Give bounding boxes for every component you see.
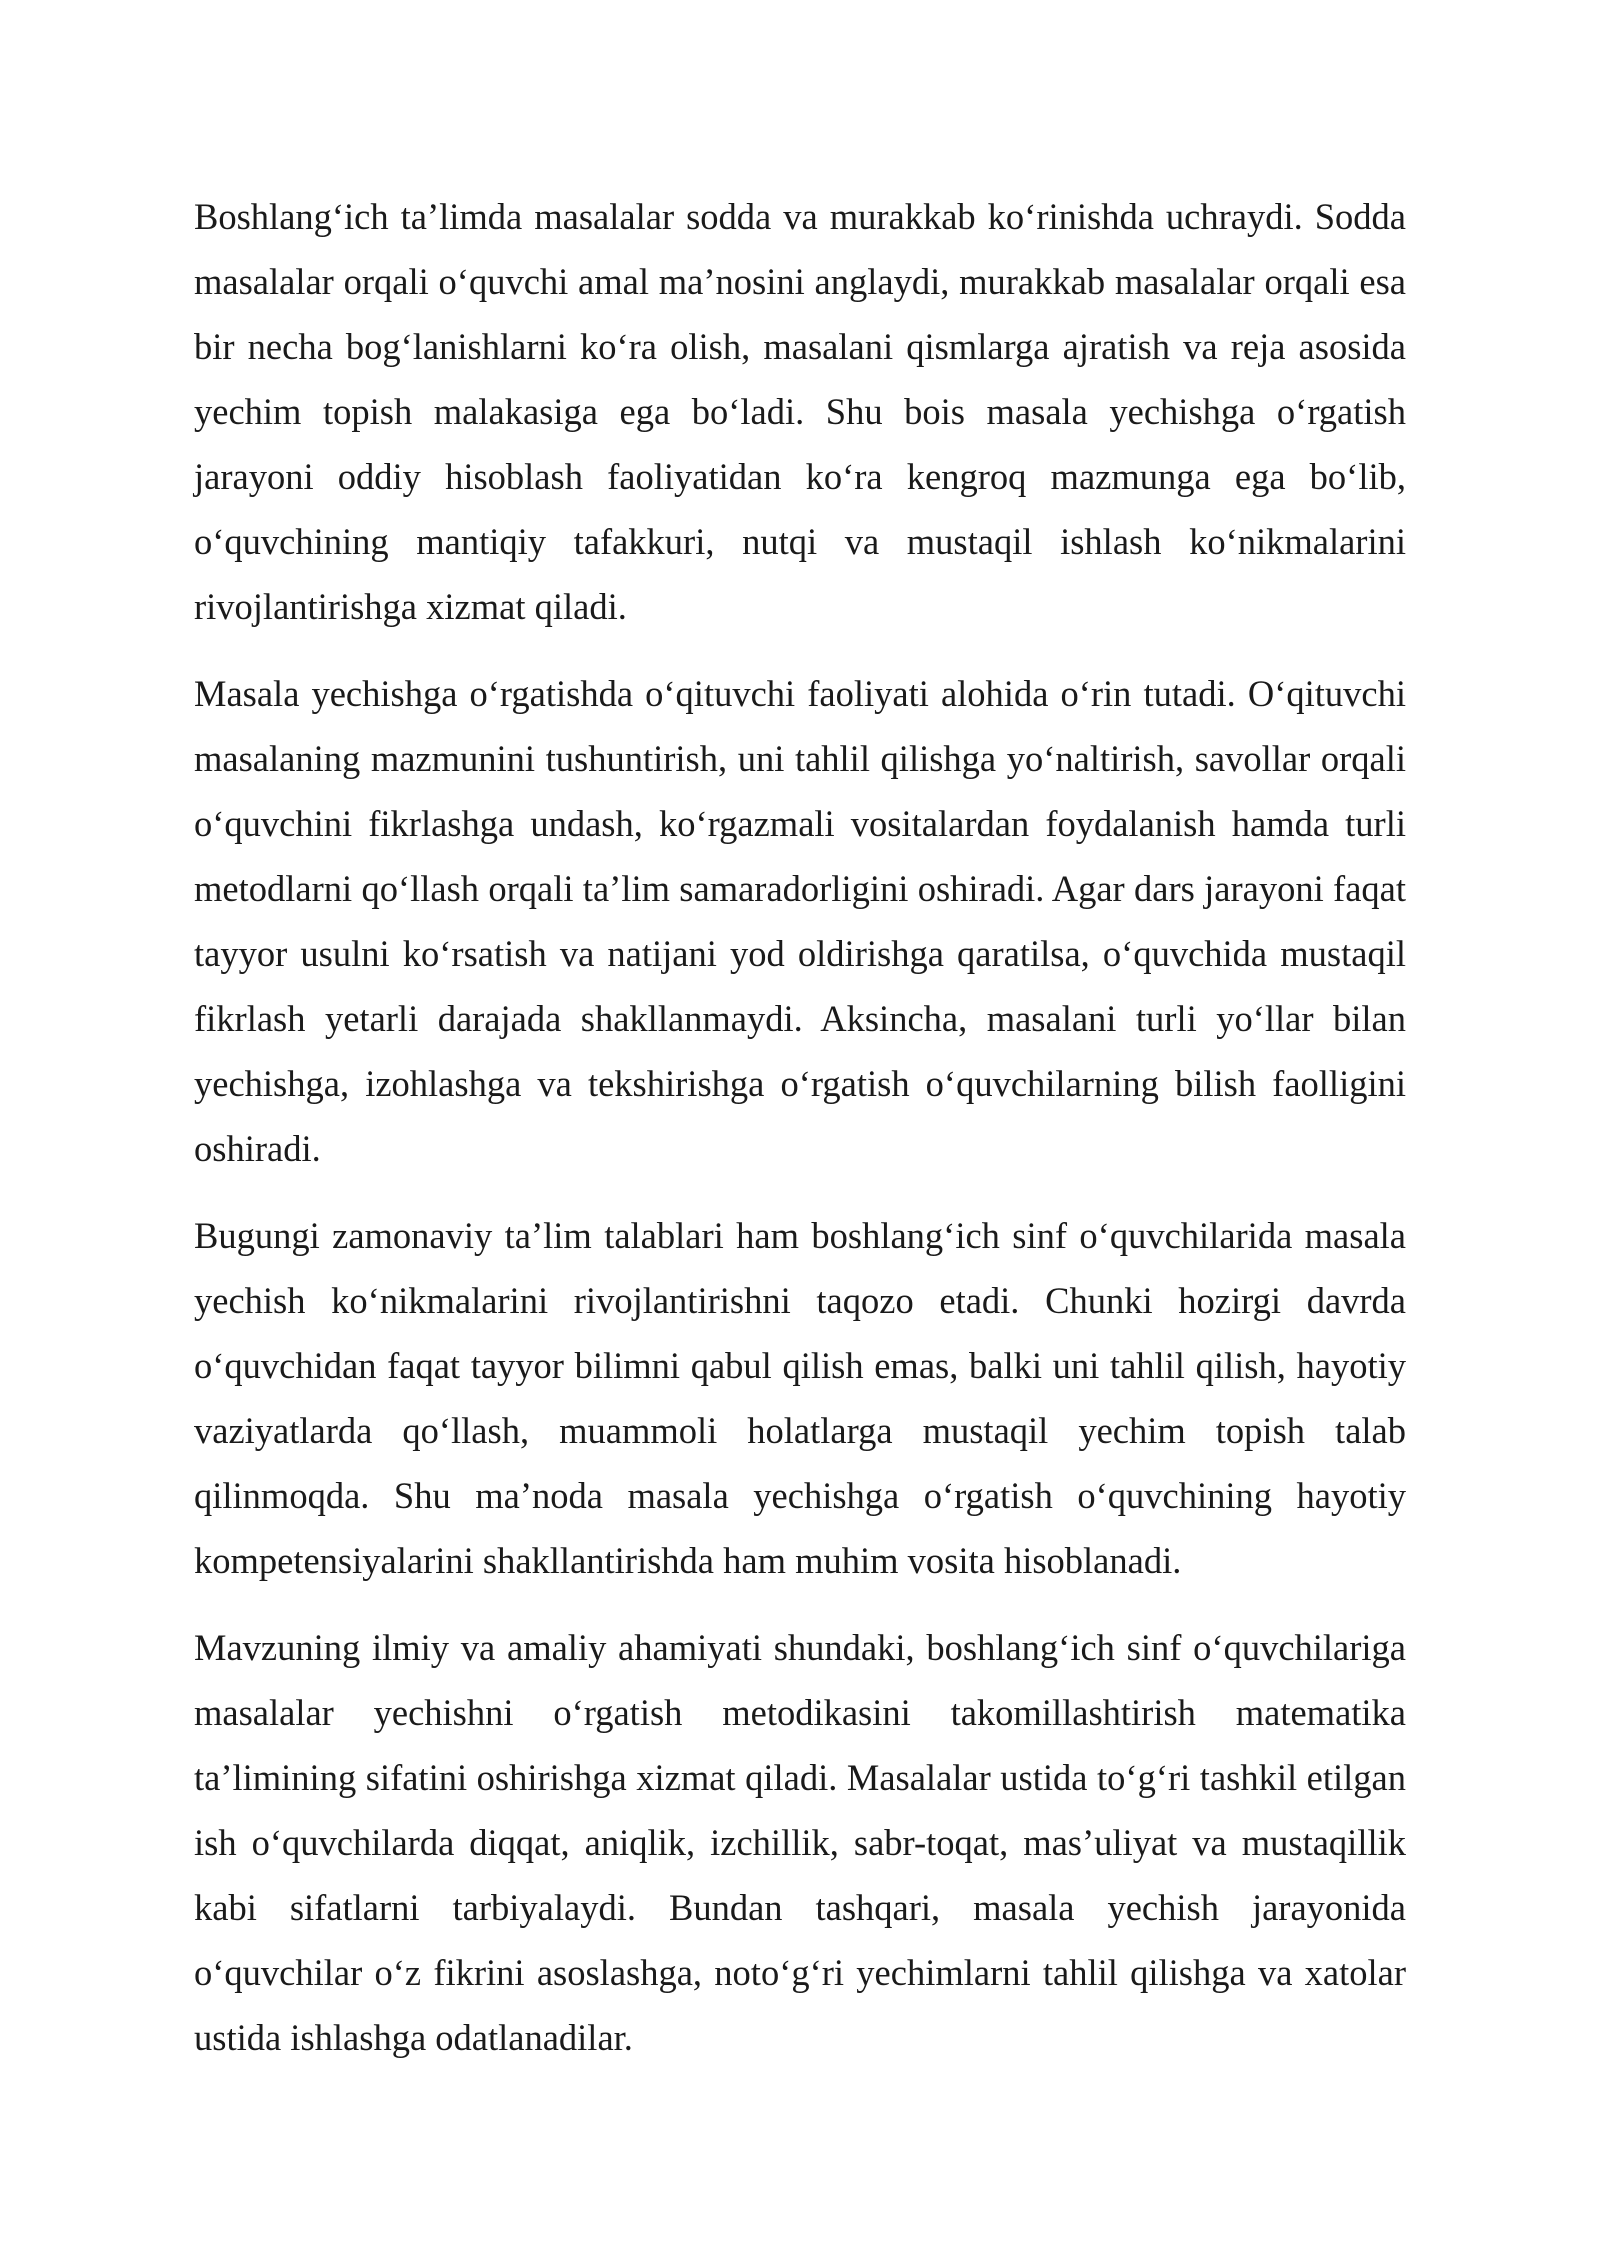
paragraph: Mavzuning ilmiy va amaliy ahamiyati shundaki, boshlang‘ich sinf o‘quvchilariga masalalar yechishni o‘rgatish metodikasini takomillashtirish matematika ta’limining sifatini oshirishga xizmat qiladi. Masalalar ustida to‘g‘ri tashkil etilgan ish o‘quvchilarda diqqat, aniqlik, izchillik, sabr-toqat, mas’uliyat va mustaqillik kabi sifatlarni tarbiyalaydi. Bundan tashqari, masala yechish jarayonida o‘quvchilar o‘z fikrini asoslashga, noto‘g‘ri yechimlarni tahlil qilishga va xatolar ustida ishlashga odatlanadilar. xyxy=(194,1627,1406,2058)
paragraph: Masala yechishga o‘rgatishda o‘qituvchi faoliyati alohida o‘rin tutadi. O‘qituvchi masalaning mazmunini tushuntirish, uni tahlil qilishga yo‘naltirish, savollar orqali o‘quvchini fikrlashga undash, ko‘rgazmali vositalardan foydalanish hamda turli metodlarni qo‘llash orqali ta’lim samaradorligini oshiradi. Agar dars jarayoni faqat tayyor usulni ko‘rsatish va natijani yod oldirishga qaratilsa, o‘quvchida mustaqil fikrlash yetarli darajada shakllanmaydi. Aksincha, masalani turli yo‘llar bilan yechishga, izohlashga va tekshirishga o‘rgatish o‘quvchilarning bilish faolligini oshiradi. xyxy=(194,673,1406,1169)
paragraph: Bugungi zamonaviy ta’lim talablari ham boshlang‘ich sinf o‘quvchilarida masala yechish ko‘nikmalarini rivojlantirishni taqozo etadi. Chunki hozirgi davrda o‘quvchidan faqat tayyor bilimni qabul qilish emas, balki uni tahlil qilish, hayotiy vaziyatlarda qo‘llash, muammoli holatlarga mustaqil yechim topish talab qilinmoqda. Shu ma’noda masala yechishga o‘rgatish o‘quvchining hayotiy kompetensiyalarini shakllantirishda ham muhim vosita hisoblanadi. xyxy=(194,1215,1406,1581)
paragraph: Boshlang‘ich ta’limda masalalar sodda va murakkab ko‘rinishda uchraydi. Sodda masalalar orqali o‘quvchi amal ma’nosini anglaydi, murakkab masalalar orqali esa bir necha bog‘lanishlarni ko‘ra olish, masalani qismlarga ajratish va reja asosida yechim topish malakasiga ega bo‘ladi. Shu bois masala yechishga o‘rgatish jarayoni oddiy hisoblash faoliyatidan ko‘ra kengroq mazmunga ega bo‘lib, o‘quvchining mantiqiy tafakkuri, nutqi va mustaqil ishlash ko‘nikmalarini rivojlantirishga xizmat qiladi. xyxy=(194,196,1406,627)
document-body xyxy=(194,184,1406,2092)
